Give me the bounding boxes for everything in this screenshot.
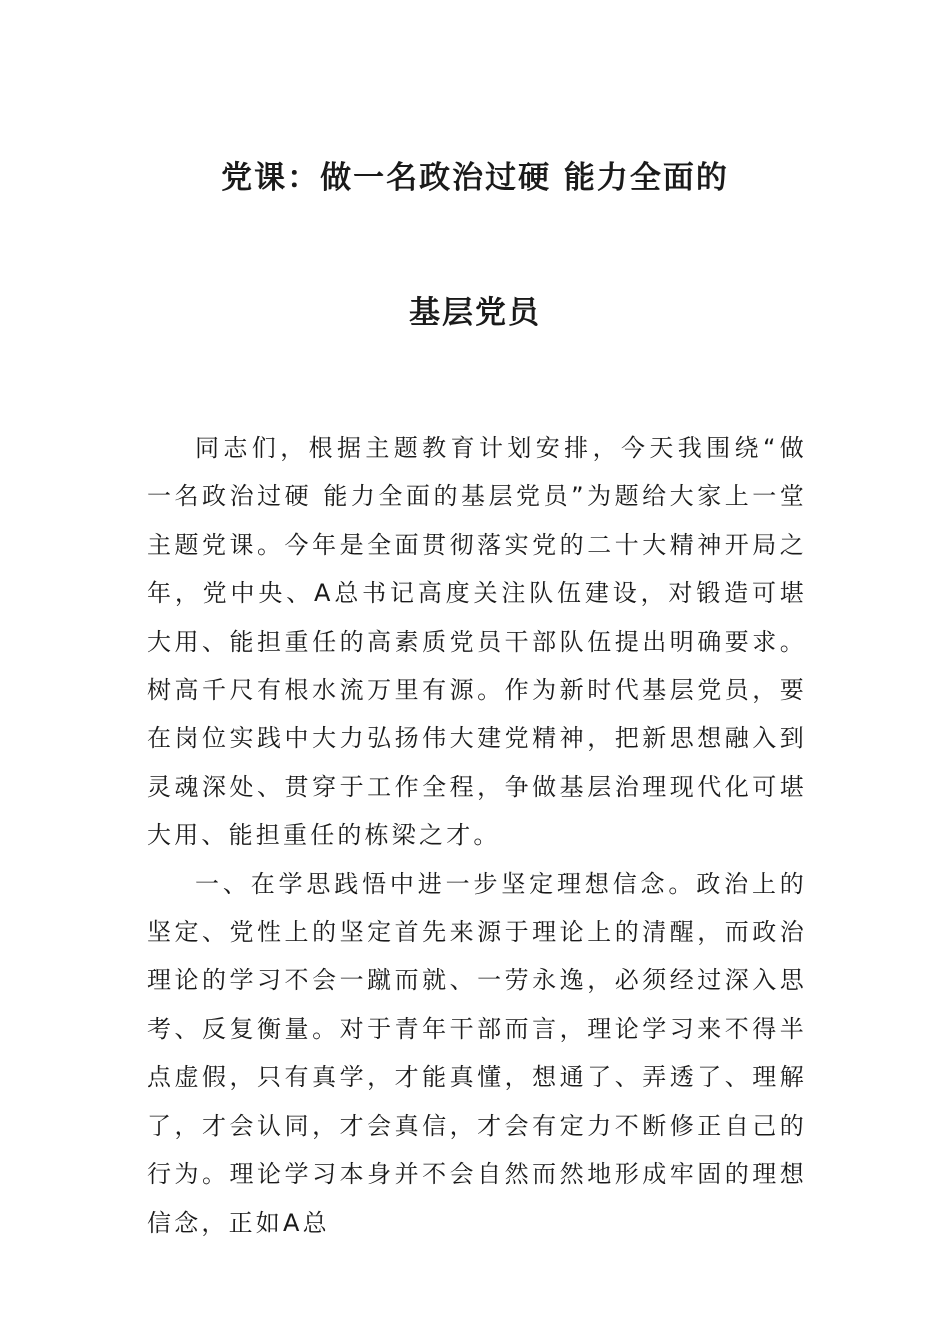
document-title-line-2: 基层党员: [409, 295, 541, 331]
document-title-line-1: 党课：做一名政治过硬 能力全面的: [221, 160, 729, 196]
document-body: [147, 424, 807, 1247]
paragraph-2: 一、在学思践悟中进一步坚定理想信念。政治上的坚定、党性上的坚定首先来源于理论上的清醒，而政治理论的学习不会一蹴而就、一劳永逸，必须经过深入思考、反复衡量。对于青年干部而言，理论学习来不得半点虚假，只有真学，才能真懂，想通了、弄透了、理解了，才会认同，才会真信，才会有定力不断修正自己的行为。理论学习本身并不会自然而然地形成牢固的理想信念，正如A总: [147, 869, 807, 1237]
paragraph-1: 同志们，根据主题教育计划安排，今天我围绕“做一名政治过硬 能力全面的基层党员”为题给大家上一堂主题党课。今年是全面贯彻落实党的二十大精神开局之年，党中央、A总书记高度关注队伍建设，对锻造可堪大用、能担重任的高素质党员干部队伍提出明确要求。树高千尺有根水流万里有源。作为新时代基层党员，要在岗位实践中大力弘扬伟大建党精神，把新思想融入到灵魂深处、贯穿于工作全程，争做基层治理现代化可堪大用、能担重任的栋梁之才。: [147, 434, 807, 850]
